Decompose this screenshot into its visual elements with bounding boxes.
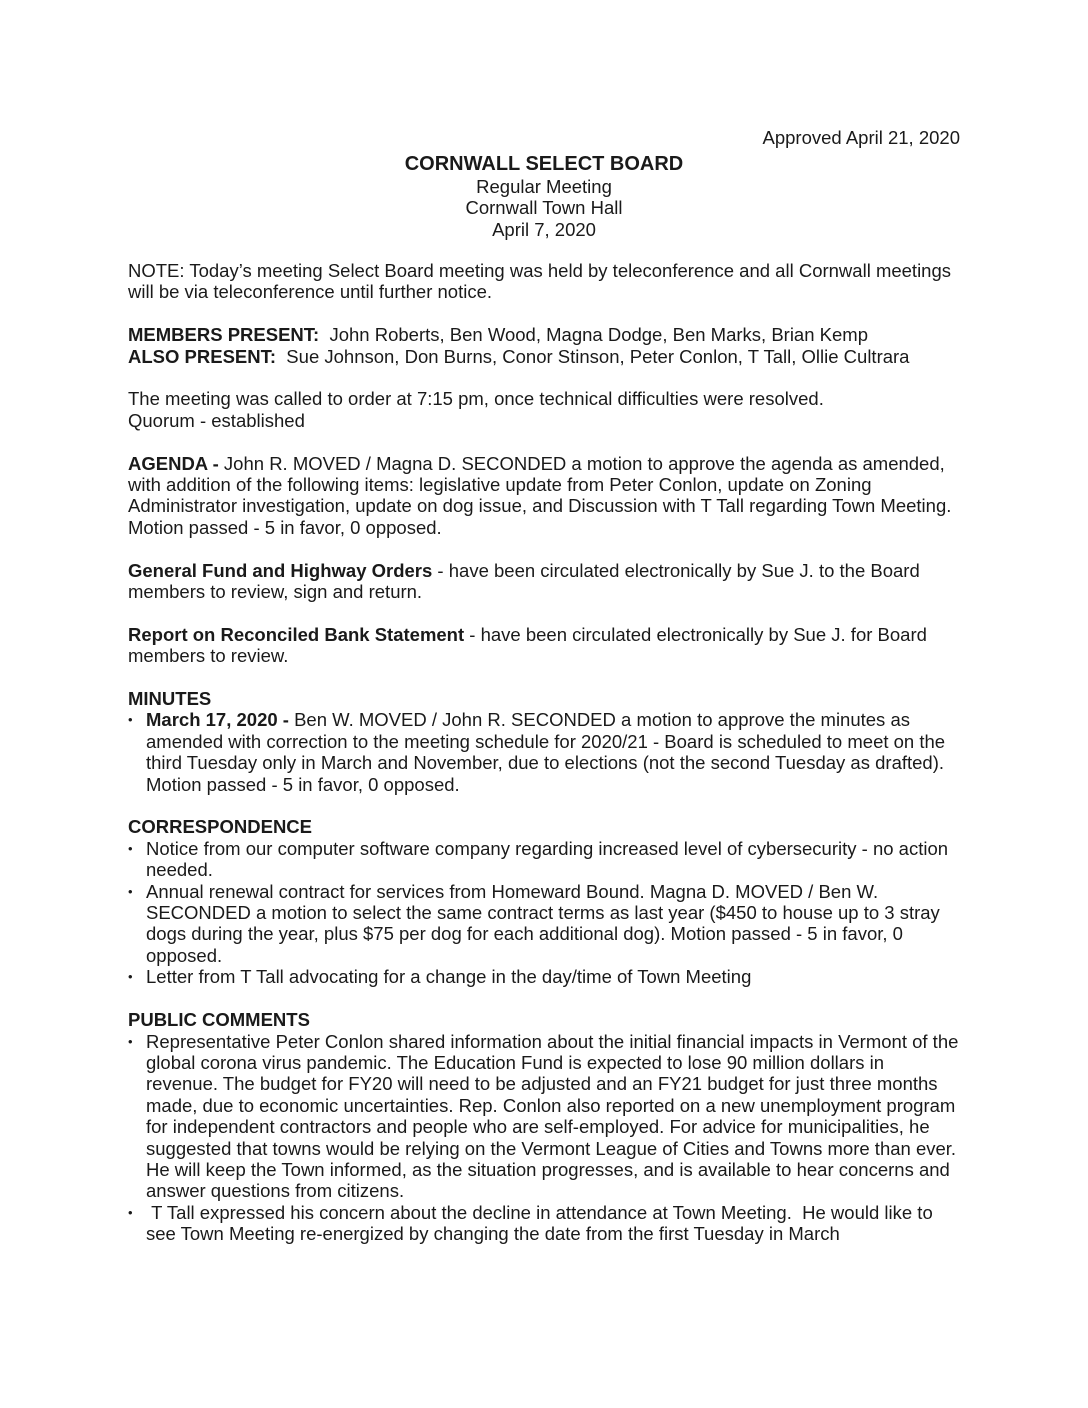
bank-statement-text: - have been circulated electronically by Sue J. for Board members to review. bbox=[128, 623, 927, 667]
correspondence-heading: CORRESPONDENCE bbox=[128, 816, 312, 838]
list-item bbox=[128, 1202, 960, 1245]
members-present bbox=[128, 324, 960, 345]
public-comments-heading: PUBLIC COMMENTS bbox=[128, 1009, 310, 1031]
bullet-icon: • bbox=[128, 1033, 133, 1049]
list-item bbox=[128, 966, 960, 987]
list-item bbox=[128, 1031, 960, 1202]
meeting-location: Cornwall Town Hall bbox=[465, 197, 623, 219]
general-fund-text: - have been circulated electronically by Sue J. to the Board members to review, sign and return. bbox=[128, 559, 920, 603]
general-fund-label: General Fund and Highway Orders bbox=[128, 559, 433, 581]
quorum-text: Quorum - established bbox=[128, 409, 305, 431]
list-item bbox=[128, 838, 960, 881]
bullet-icon: • bbox=[128, 712, 133, 728]
minutes-heading: MINUTES bbox=[128, 688, 212, 710]
bullet-icon: • bbox=[128, 969, 133, 985]
also-present-label: ALSO PRESENT: bbox=[128, 345, 277, 367]
agenda-paragraph bbox=[128, 453, 960, 539]
public-comments-list bbox=[128, 1031, 960, 1245]
public-comment-text: T Tall expressed his concern about the decline in attendance at Town Meeting. He would like to see Town Meeting re-energized by changing the date from the first Tuesday in March bbox=[146, 1201, 938, 1245]
bank-statement-label: Report on Reconciled Bank Statement bbox=[128, 623, 465, 645]
document-header bbox=[0, 152, 1088, 240]
teleconference-note: NOTE: Today’s meeting Select Board meeting was held by teleconference and all Cornwall meetings will be via teleconference until further notice. bbox=[128, 260, 952, 303]
minutes-item-text: Ben W. MOVED / John R. SECONDED a motion to approve the minutes as amended with correction to the meeting schedule for 2020/21 - Board is scheduled to meet on the third Tuesday only in March and November, due to elections (not the second Tuesday as drafted). Motion passed - 5 in favor, 0 opposed. bbox=[146, 709, 946, 795]
meeting-date: April 7, 2020 bbox=[492, 218, 596, 240]
minutes-item-label: March 17, 2020 - bbox=[146, 709, 289, 731]
public-comment-text: Representative Peter Conlon shared information about the initial financial impacts in Vermont of the global corona virus pandemic. The Education Fund is expected to lose 90 million dollars in revenue. The budget for FY20 will need to be adjusted and an FY21 budget for just three months made, due to economic uncertainties. Rep. Conlon also reported on a new unemployment program for independent contractors and people who are self-employed. For advice for municipalities, he suggested that towns would be relying on the Vermont League of Cities and Towns more than ever. He will keep the Town informed, as the situation progresses, and is available to hear concerns and answer questions from citizens. bbox=[146, 1030, 959, 1202]
general-fund-paragraph bbox=[128, 560, 960, 603]
bullet-icon: • bbox=[128, 883, 133, 899]
agenda-label: AGENDA - bbox=[128, 452, 219, 474]
members-present-names: John Roberts, Ben Wood, Magna Dodge, Ben Marks, Brian Kemp bbox=[319, 324, 868, 346]
bank-statement-paragraph bbox=[128, 624, 960, 667]
also-present-names: Sue Johnson, Don Burns, Conor Stinson, Peter Conlon, T Tall, Ollie Cultrara bbox=[276, 345, 910, 367]
approval-date: Approved April 21, 2020 bbox=[762, 127, 960, 148]
bullet-icon: • bbox=[128, 840, 133, 856]
board-title: CORNWALL SELECT BOARD bbox=[404, 153, 684, 175]
correspondence-list bbox=[128, 838, 960, 988]
correspondence-item-text: Notice from our computer software company regarding increased level of cybersecurity - no action needed. bbox=[146, 837, 949, 881]
correspondence-item-text: Annual renewal contract for services from Homeward Bound. Magna D. MOVED / Ben W. SECONDED a motion to select the same contract terms as last year ($450 to house up to 3 stray dogs during the year, plus $75 per dog for each additional dog). Motion passed - 5 in favor, 0 opposed. bbox=[146, 880, 940, 966]
meeting-type: Regular Meeting bbox=[476, 176, 612, 197]
correspondence-item-text: Letter from T Tall advocating for a change in the day/time of Town Meeting bbox=[146, 966, 752, 988]
members-present-label: MEMBERS PRESENT: bbox=[128, 324, 320, 346]
call-to-order-text: The meeting was called to order at 7:15 pm, once technical difficulties were resolved. bbox=[128, 388, 824, 410]
list-item bbox=[128, 709, 960, 795]
agenda-text: John R. MOVED / Magna D. SECONDED a motion to approve the agenda as amended, with addition of the following items: legislative update from Peter Conlon, update on Zoning Administrator investigation, update on dog issue, and Discussion with T Tall regarding Town Meeting. Motion passed - 5 in favor, 0 opposed. bbox=[128, 452, 952, 538]
minutes-body bbox=[128, 260, 960, 1266]
also-present bbox=[128, 346, 960, 367]
bullet-icon: • bbox=[128, 1204, 133, 1220]
minutes-list bbox=[128, 709, 960, 795]
call-to-order bbox=[128, 388, 960, 431]
list-item bbox=[128, 881, 960, 967]
